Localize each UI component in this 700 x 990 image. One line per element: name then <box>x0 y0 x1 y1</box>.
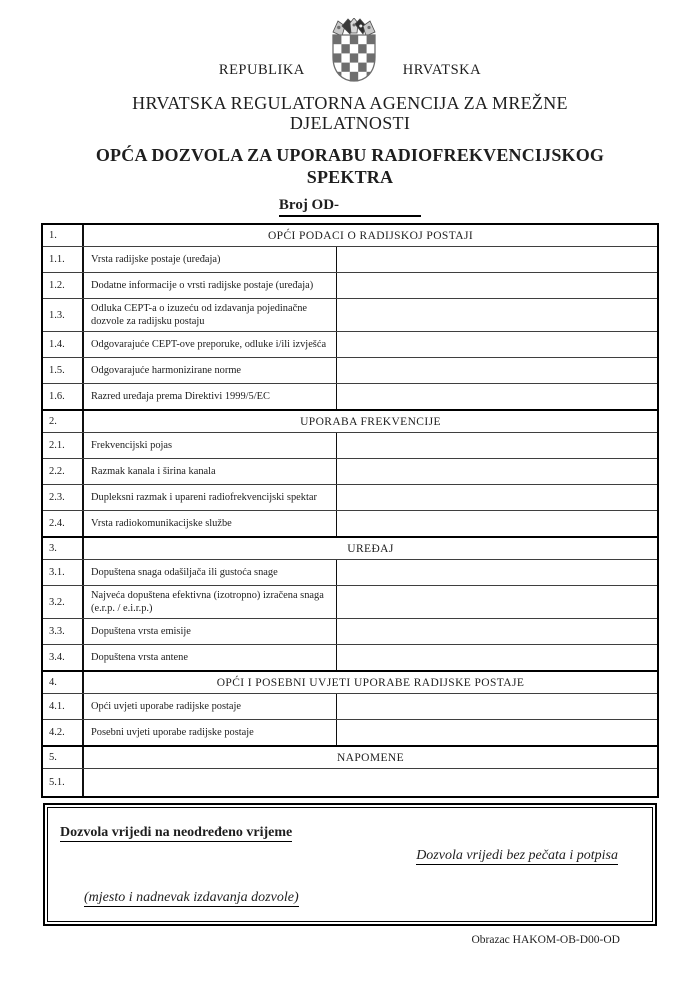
row-number: 5. <box>43 747 84 768</box>
row-value <box>337 694 657 719</box>
row-label: Odluka CEPT-a o izuzeću od izdavanja pojedinačne dozvole za radijsku postaju <box>84 299 337 331</box>
table-row <box>43 510 657 536</box>
row-number: 2. <box>43 411 84 432</box>
validity-box-inner <box>47 807 653 922</box>
row-value <box>337 560 657 585</box>
row-value <box>337 273 657 298</box>
row-label: Vrsta radiokomunikacijske službe <box>84 511 337 536</box>
table-row <box>43 484 657 510</box>
validity-statement: Dozvola vrijedi na neodređeno vrijeme <box>60 825 293 840</box>
row-value <box>337 485 657 510</box>
row-value <box>337 433 657 458</box>
row-label: Frekvencijski pojas <box>84 433 337 458</box>
table-row <box>43 383 657 409</box>
permit-number-row <box>0 196 700 217</box>
row-label: Opći uvjeti uporabe radijske postaje <box>84 694 337 719</box>
section-title: UPORABA FREKVENCIJE <box>300 415 441 428</box>
row-number: 1.2. <box>43 273 84 298</box>
row-label: Odgovarajuće CEPT-ove preporuke, odluke i/ili izvješća <box>84 332 337 357</box>
row-number: 2.2. <box>43 459 84 484</box>
table-row <box>43 298 657 331</box>
row-number: 5.1. <box>43 769 84 796</box>
document-title-line2: SPEKTRA <box>306 167 394 187</box>
row-number: 3.3. <box>43 619 84 644</box>
document-title-line1: OPĆA DOZVOLA ZA UPORABU RADIOFREKVENCIJSKOG <box>95 145 605 165</box>
section-title: OPĆI I POSEBNI UVJETI UPORABE RADIJSKE POSTAJE <box>216 676 525 689</box>
row-label: Dupleksni razmak i upareni radiofrekvencijski spektar <box>84 485 337 510</box>
section-title: NAPOMENE <box>336 751 405 764</box>
validity-box <box>43 803 657 926</box>
section-title: UREĐAJ <box>347 542 394 555</box>
row-number: 3.2. <box>43 586 84 618</box>
row-number: 3.1. <box>43 560 84 585</box>
permit-number-field <box>279 197 421 217</box>
row-number: 1. <box>43 225 84 246</box>
place-date-line: (mjesto i nadnevak izdavanja dozvole) <box>84 890 299 905</box>
row-number: 1.5. <box>43 358 84 383</box>
section-row <box>43 225 657 246</box>
agency-name <box>0 93 700 133</box>
table-row <box>43 432 657 458</box>
table-row <box>43 357 657 383</box>
table-row <box>43 719 657 745</box>
row-label: Dopuštena snaga odašiljača ili gustoća snage <box>84 560 337 585</box>
row-label: Razmak kanala i širina kanala <box>84 459 337 484</box>
hrvatska-label: HRVATSKA <box>402 62 482 78</box>
form-table <box>41 223 659 798</box>
note-cell <box>84 769 657 796</box>
row-number: 1.3. <box>43 299 84 331</box>
row-number: 2.3. <box>43 485 84 510</box>
row-number: 4.1. <box>43 694 84 719</box>
row-number: 2.1. <box>43 433 84 458</box>
section-title: OPĆI PODACI O RADIJSKOJ POSTAJI <box>267 229 474 242</box>
row-number: 1.4. <box>43 332 84 357</box>
row-label: Dopuštena vrsta antene <box>84 645 337 670</box>
agency-name-line1: HRVATSKA REGULATORNA AGENCIJA ZA MREŽNE <box>132 93 568 113</box>
section-row <box>43 745 657 768</box>
document-title <box>0 144 700 188</box>
row-number: 3. <box>43 538 84 559</box>
table-row <box>43 559 657 585</box>
coat-of-arms-icon <box>329 18 379 84</box>
row-number: 1.6. <box>43 384 84 409</box>
row-label: Dodatne informacije o vrsti radijske postaje (uređaja) <box>84 273 337 298</box>
form-code: Obrazac HAKOM-OB-D00-OD <box>471 934 620 946</box>
permit-number-label: Broj OD- <box>278 197 340 213</box>
table-row <box>43 618 657 644</box>
no-seal-statement: Dozvola vrijedi bez pečata i potpisa <box>416 848 618 863</box>
section-row <box>43 536 657 559</box>
row-number: 2.4. <box>43 511 84 536</box>
table-row <box>43 272 657 298</box>
row-label: Dopuštena vrsta emisije <box>84 619 337 644</box>
row-value <box>337 720 657 745</box>
table-row <box>43 768 657 796</box>
row-value <box>337 358 657 383</box>
row-label: Razred uređaja prema Direktivi 1999/5/EC <box>84 384 337 409</box>
republika-label: REPUBLIKA <box>218 62 305 78</box>
section-row <box>43 670 657 693</box>
row-number: 3.4. <box>43 645 84 670</box>
row-number: 4. <box>43 672 84 693</box>
row-label: Vrsta radijske postaje (uređaja) <box>84 247 337 272</box>
row-label: Najveća dopuštena efektivna (izotropno) izračena snaga (e.r.p. / e.i.r.p.) <box>84 586 337 618</box>
row-value <box>337 247 657 272</box>
row-value <box>337 332 657 357</box>
table-row <box>43 331 657 357</box>
row-value <box>337 619 657 644</box>
row-number: 4.2. <box>43 720 84 745</box>
table-row <box>43 246 657 272</box>
section-row <box>43 409 657 432</box>
crest-row <box>0 16 700 84</box>
table-row <box>43 644 657 670</box>
row-label: Odgovarajuće harmonizirane norme <box>84 358 337 383</box>
row-number: 1.1. <box>43 247 84 272</box>
row-value <box>337 299 657 331</box>
table-row <box>43 458 657 484</box>
table-row <box>43 693 657 719</box>
row-value <box>337 645 657 670</box>
row-value <box>337 384 657 409</box>
row-label: Posebni uvjeti uporabe radijske postaje <box>84 720 337 745</box>
table-row <box>43 585 657 618</box>
row-value <box>337 459 657 484</box>
agency-name-line2: DJELATNOSTI <box>289 113 411 133</box>
row-value <box>337 511 657 536</box>
row-value <box>337 586 657 618</box>
